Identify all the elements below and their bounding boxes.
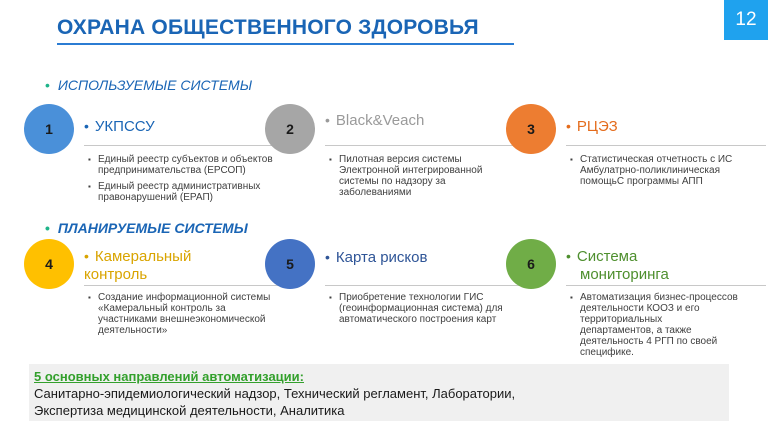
section-bullet: •	[45, 77, 50, 93]
system-1-title	[84, 117, 155, 136]
system-bullet: •	[325, 249, 330, 265]
system-6-number-circle: 6	[506, 239, 556, 289]
section-used-systems	[45, 77, 252, 93]
system-3-divider	[566, 145, 766, 146]
system-5-item: ▪ Приобретение технологии ГИС (геоинформационная система) для автоматического построения карт	[327, 292, 507, 325]
system-6-item: ▪ Автоматизация бизнес-процессов деятельности КООЗ и его территориальных департаментов, а также деятельность 4 РГП по своей специфике.	[568, 292, 738, 358]
system-3-number-circle: 3	[506, 104, 556, 154]
page-number: 12	[724, 0, 768, 40]
system-1-number-circle: 1	[24, 104, 74, 154]
system-4-number-circle: 4	[24, 239, 74, 289]
system-1-description	[86, 154, 291, 208]
system-2-description	[327, 154, 507, 203]
system-4-description	[86, 292, 281, 341]
system-1-title-text: УКПССУ	[94, 118, 155, 135]
system-4-item: ▪ Создание информационной системы «Камеральный контроль за участниками внешнеэкономической деятельности»	[86, 292, 281, 336]
system-1-item: ▪ Единый реестр субъектов и объектов предпринимательства (ЕРСОП)	[86, 154, 291, 176]
system-6-title	[566, 247, 669, 284]
system-4-title-line2: контроль	[84, 266, 148, 283]
system-4-title-line1: Камеральный	[94, 248, 192, 265]
system-bullet: •	[566, 248, 571, 264]
system-2-title-text: Black&Veach	[335, 112, 425, 129]
title-underline	[57, 43, 514, 45]
summary-line-1: Санитарно-эпидемиологический надзор, Технический регламент, Лаборатории,	[34, 386, 516, 401]
system-5-title-text: Карта рисков	[335, 249, 428, 266]
system-2-item: ▪ Пилотная версия системы Электронной интегрированной системы по надзору за заболеваниями	[327, 154, 507, 198]
section-planned-label: ПЛАНИРУЕМЫЕ СИСТЕМЫ	[57, 220, 248, 236]
system-5-divider	[325, 285, 525, 286]
system-2-title	[325, 111, 424, 130]
system-3-title	[566, 117, 618, 136]
system-bullet: •	[84, 118, 89, 134]
summary-heading: 5 основных направлений автоматизации:	[34, 369, 304, 384]
system-4-title	[84, 247, 191, 284]
system-6-title-line1: Система	[576, 248, 638, 265]
system-5-description	[327, 292, 507, 330]
system-1-divider	[84, 145, 284, 146]
system-5-title	[325, 248, 427, 267]
system-4-divider	[84, 285, 284, 286]
system-6-title-line2: мониторинга	[580, 266, 669, 283]
system-3-title-text: РЦЭЗ	[576, 118, 618, 135]
system-5-number-circle: 5	[265, 239, 315, 289]
system-bullet: •	[325, 112, 330, 128]
system-2-number-circle: 2	[265, 104, 315, 154]
summary-line-2: Экспертиза медицинской деятельности, Аналитика	[34, 403, 345, 418]
system-3-item: ▪ Статистическая отчетность с ИС Амбулатрно-поликлиническая помощьС программы АПП	[568, 154, 748, 187]
section-bullet: •	[45, 220, 50, 236]
system-bullet: •	[566, 118, 571, 134]
slide-title: ОХРАНА ОБЩЕСТВЕННОГО ЗДОРОВЬЯ	[57, 16, 479, 39]
system-6-description	[568, 292, 738, 363]
section-planned-systems	[45, 220, 248, 236]
system-bullet: •	[84, 248, 89, 264]
system-2-divider	[325, 145, 525, 146]
system-1-item: ▪ Единый реестр административных правонарушений (ЕРАП)	[86, 181, 291, 203]
section-used-label: ИСПОЛЬЗУЕМЫЕ СИСТЕМЫ	[57, 77, 253, 93]
system-6-divider	[566, 285, 766, 286]
system-3-description	[568, 154, 748, 192]
